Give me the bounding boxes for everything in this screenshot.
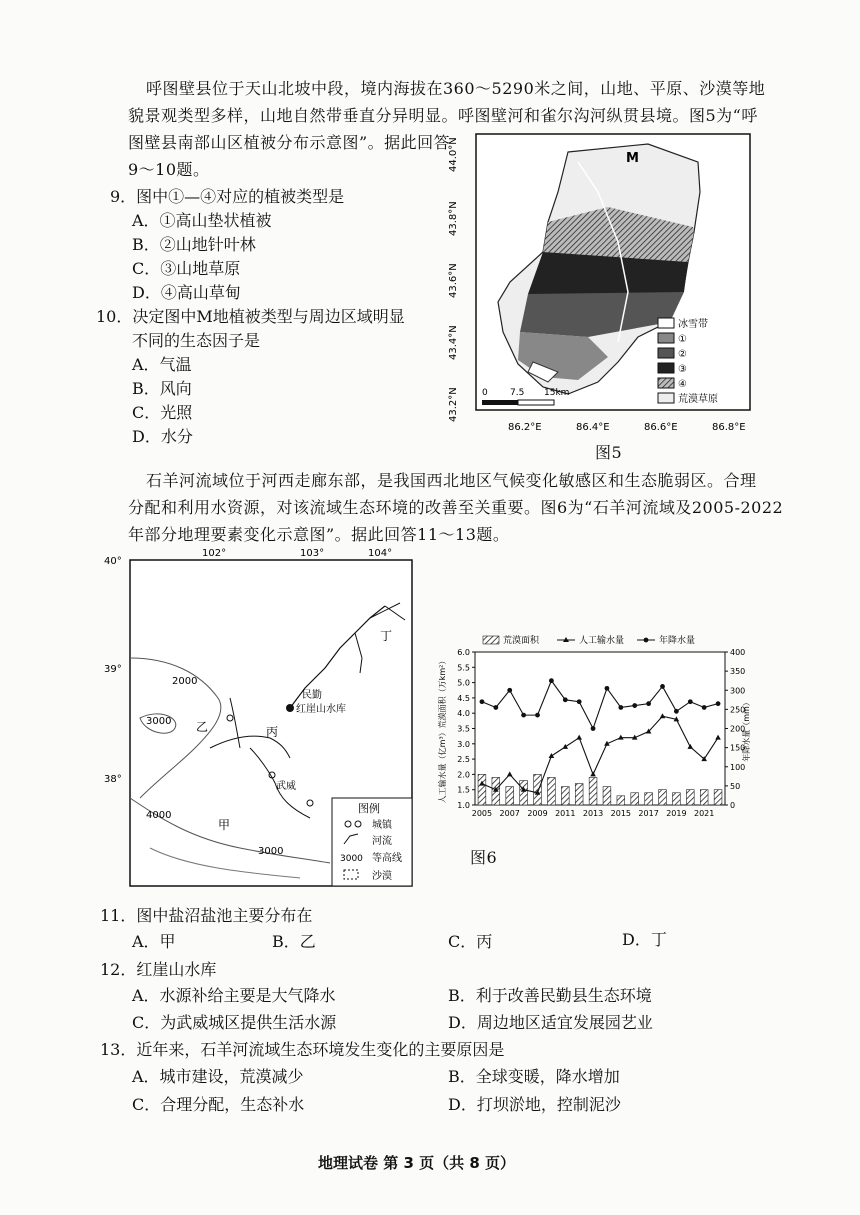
right-tick-label: 50 bbox=[730, 781, 741, 791]
figure-6-map bbox=[100, 548, 420, 890]
legend-precipitation: 年降水量 bbox=[659, 636, 696, 646]
chart-svg bbox=[425, 630, 755, 825]
bar-desert-area bbox=[631, 793, 639, 805]
x-tick-label: 2005 bbox=[471, 809, 493, 818]
bar-desert-area bbox=[520, 781, 528, 805]
intro1-line1: 呼图壁县位于天山北坡中段，境内海拔在360～5290米之间，山地、平原、沙漠等地 bbox=[146, 79, 766, 98]
q11-option-a[interactable]: A．甲 bbox=[132, 932, 176, 951]
right-tick-label: 300 bbox=[730, 686, 746, 696]
figure-6-map-svg bbox=[100, 548, 420, 890]
left-tick-label: 1.5 bbox=[457, 785, 470, 795]
series-precipitation-point bbox=[591, 726, 596, 731]
lon-tick-103: 103° bbox=[300, 548, 325, 559]
x-tick-label: 2013 bbox=[582, 809, 604, 818]
right-tick-label: 350 bbox=[730, 667, 746, 677]
legend-desert-area: 荒漠面积 bbox=[503, 636, 540, 646]
intro1-line4: 9～10题。 bbox=[128, 160, 210, 179]
bar-desert-area bbox=[478, 774, 486, 805]
town-minqin-label: 民勤 bbox=[302, 690, 322, 701]
x-tick-label: 2007 bbox=[499, 809, 520, 818]
series-precipitation-point bbox=[646, 701, 651, 706]
q9-option-a[interactable]: A．①高山垫状植被 bbox=[132, 211, 272, 230]
reservoir-label: 红崖山水库 bbox=[296, 704, 346, 715]
lat-tick-44: 44.0°N bbox=[448, 137, 459, 172]
scale-15km: 15km bbox=[544, 388, 570, 398]
contour-label-3000-small: 3000 bbox=[146, 716, 172, 727]
q10-option-c[interactable]: C．光照 bbox=[132, 403, 193, 422]
plot-frame bbox=[475, 652, 725, 805]
right-tick-label: 250 bbox=[730, 705, 746, 715]
lon-tick-labels bbox=[508, 422, 746, 433]
right-tick-label: 150 bbox=[730, 743, 746, 753]
intro1-line3: 图壁县南部山区植被分布示意图”。据此回答 bbox=[128, 133, 451, 152]
legend-contour: 等高线 bbox=[372, 853, 402, 864]
right-tick-label: 400 bbox=[730, 648, 746, 657]
legend-desert-steppe: 荒漠草原 bbox=[678, 394, 718, 405]
lat-tick-43-2: 43.2°N bbox=[448, 387, 459, 422]
bar-desert-area bbox=[534, 774, 542, 805]
bar-desert-area bbox=[617, 796, 625, 805]
series-precipitation-point bbox=[535, 713, 540, 718]
q9-option-d[interactable]: D．④高山草甸 bbox=[132, 283, 241, 302]
x-tick-label: 2019 bbox=[666, 809, 687, 818]
legend-title: 图例 bbox=[358, 802, 380, 815]
bar-desert-area bbox=[506, 787, 514, 805]
left-tick-label: 6.0 bbox=[457, 648, 470, 657]
x-tick-label: 2021 bbox=[693, 809, 715, 818]
q10-stem-line1: 10．决定图中M地植被类型与周边区域明显 bbox=[96, 307, 405, 326]
x-tick-label: 2017 bbox=[638, 809, 659, 818]
figure-5-map bbox=[448, 132, 768, 450]
intro2-line3: 年部分地理要素变化示意图”。据此回答11～13题。 bbox=[128, 525, 510, 544]
q12-option-c[interactable]: C．为武威城区提供生活水源 bbox=[132, 1013, 337, 1032]
series-precipitation-point bbox=[605, 686, 610, 691]
figure-5 bbox=[448, 132, 768, 450]
q12-option-d[interactable]: D．周边地区适宜发展园艺业 bbox=[448, 1013, 653, 1032]
figure-6-chart bbox=[425, 630, 755, 825]
right-tick-label: 200 bbox=[730, 724, 746, 734]
scale-0: 0 bbox=[482, 388, 488, 398]
place-ding: 丁 bbox=[380, 629, 393, 643]
lat-tick-43-6: 43.6°N bbox=[448, 263, 459, 298]
x-tick-label: 2009 bbox=[527, 809, 548, 818]
series-precipitation-point bbox=[549, 678, 554, 683]
left-tick-label: 2.0 bbox=[457, 770, 470, 780]
q12-option-b[interactable]: B．利于改善民勤县生态环境 bbox=[448, 986, 652, 1005]
series-precipitation-point bbox=[507, 688, 512, 693]
right-tick-label: 100 bbox=[730, 762, 746, 772]
lat-tick-38: 38° bbox=[104, 774, 122, 785]
q13-option-d[interactable]: D．打坝淤地，控制泥沙 bbox=[448, 1095, 621, 1114]
series-precipitation-point bbox=[577, 699, 582, 704]
scale-7-5: 7.5 bbox=[510, 388, 525, 398]
q9-option-c[interactable]: C．③山地草原 bbox=[132, 259, 241, 278]
q9-stem: 9．图中①—④对应的植被类型是 bbox=[110, 187, 345, 206]
intro2-line2: 分配和利用水资源，对该流域生态环境的改善至关重要。图6为“石羊河流域及2005-2022 bbox=[128, 498, 784, 517]
q11-option-b[interactable]: B．乙 bbox=[272, 932, 316, 951]
intro2-line1: 石羊河流域位于河西走廊东部，是我国西北地区气候变化敏感区和生态脆弱区。合理 bbox=[146, 471, 757, 490]
series-precipitation-point bbox=[493, 705, 498, 710]
bar-desert-area bbox=[548, 777, 556, 805]
bar-desert-area bbox=[603, 787, 611, 805]
q13-stem: 13．近年来，石羊河流域生态环境发生变化的主要原因是 bbox=[100, 1040, 505, 1059]
ylabel-left: 人工输水量（亿m³）荒漠面积（万km²） bbox=[438, 656, 447, 804]
series-precipitation-point bbox=[618, 705, 623, 710]
place-jia: 甲 bbox=[218, 818, 231, 832]
series-precipitation-point bbox=[632, 703, 637, 708]
legend-1: ① bbox=[678, 334, 687, 345]
lon-tick-104: 104° bbox=[368, 548, 393, 559]
x-tick-label: 2011 bbox=[555, 809, 576, 818]
q11-option-c[interactable]: C．丙 bbox=[448, 932, 493, 951]
q11-stem: 11．图中盐沼盐池主要分布在 bbox=[100, 906, 313, 925]
bar-desert-area bbox=[700, 790, 708, 805]
series-precipitation-point bbox=[702, 705, 707, 710]
intro1-line2: 貌景观类型多样，山地自然带垂直分异明显。呼图壁河和雀尔沟河纵贯县境。图5为“呼 bbox=[128, 106, 758, 125]
bar-desert-area bbox=[575, 784, 583, 805]
q10-option-b[interactable]: B．风向 bbox=[132, 379, 192, 398]
contour-label-3000: 3000 bbox=[258, 846, 284, 857]
bar-desert-area bbox=[645, 793, 653, 805]
bar-desert-area bbox=[673, 793, 681, 805]
lat-tick-39: 39° bbox=[104, 664, 122, 675]
left-tick-label: 5.0 bbox=[457, 678, 470, 688]
town-wuwei-label: 武威 bbox=[276, 781, 296, 792]
left-tick-label: 3.0 bbox=[457, 739, 470, 749]
legend-swatch-desert bbox=[483, 636, 499, 644]
legend-river: 河流 bbox=[372, 836, 392, 847]
legend-desert: 沙漠 bbox=[372, 871, 392, 882]
ylabel-right: 年降水量（mm） bbox=[742, 698, 751, 762]
bar-desert-area bbox=[589, 777, 597, 805]
series-precipitation-point bbox=[716, 701, 721, 706]
x-tick-label: 2015 bbox=[610, 809, 632, 818]
series-precipitation-point bbox=[480, 699, 485, 704]
series-precipitation-point bbox=[660, 684, 665, 689]
q12-option-a[interactable]: A．水源补给主要是大气降水 bbox=[132, 986, 336, 1005]
place-bing: 丙 bbox=[266, 725, 279, 739]
q13-option-a[interactable]: A．城市建设，荒漠减少 bbox=[132, 1067, 304, 1086]
contour-label-4000: 4000 bbox=[146, 810, 172, 821]
figure-6-caption: 图6 bbox=[470, 848, 498, 867]
legend-town: 城镇 bbox=[372, 820, 392, 831]
left-tick-label: 3.5 bbox=[457, 724, 470, 734]
left-tick-label: 5.5 bbox=[457, 663, 470, 673]
right-tick-label: 0 bbox=[730, 801, 736, 810]
q10-option-d[interactable]: D．水分 bbox=[132, 427, 193, 446]
lat-tick-43-4: 43.4°N bbox=[448, 325, 459, 360]
figure-5-caption: 图5 bbox=[595, 443, 623, 462]
map-legend bbox=[332, 798, 412, 886]
lat-tick-40: 40° bbox=[104, 556, 122, 567]
bar-desert-area bbox=[561, 787, 569, 805]
legend-2: ② bbox=[678, 349, 687, 360]
legend-contour-value: 3000 bbox=[340, 854, 363, 864]
series-precipitation-point bbox=[563, 697, 568, 702]
lon-tick-86-2: 86.2°E bbox=[508, 422, 542, 433]
left-tick-label: 1.0 bbox=[457, 801, 470, 810]
page-footer: 地理试卷 第 3 页（共 8 页） bbox=[318, 1154, 515, 1172]
left-tick-label: 4.0 bbox=[457, 709, 470, 719]
lon-tick-86-8: 86.8°E bbox=[712, 422, 746, 433]
lon-tick-86-6: 86.6°E bbox=[644, 422, 678, 433]
q13-option-c[interactable]: C．合理分配，生态补水 bbox=[132, 1095, 305, 1114]
reservoir-marker bbox=[286, 704, 294, 712]
left-tick-label: 2.5 bbox=[457, 755, 470, 765]
contour-label-2000: 2000 bbox=[172, 676, 198, 687]
lon-tick-102: 102° bbox=[202, 548, 227, 559]
place-yi: 乙 bbox=[196, 720, 209, 734]
bar-desert-area bbox=[714, 790, 722, 805]
q10-option-a[interactable]: A．气温 bbox=[132, 355, 192, 374]
series-precipitation-point bbox=[521, 713, 526, 718]
legend-water-transfer: 人工输水量 bbox=[579, 636, 625, 646]
bar-desert-area bbox=[659, 790, 667, 805]
lon-tick-86-4: 86.4°E bbox=[576, 422, 610, 433]
q10-stem-line2: 不同的生态因子是 bbox=[132, 331, 261, 350]
series-precipitation-point bbox=[674, 709, 679, 714]
lat-tick-labels bbox=[448, 137, 459, 422]
legend-3: ③ bbox=[678, 364, 687, 375]
lat-tick-43-8: 43.8°N bbox=[448, 201, 459, 236]
legend-4: ④ bbox=[678, 379, 687, 390]
legend-swatch-precip-marker bbox=[644, 638, 649, 643]
series-precipitation-point bbox=[688, 699, 693, 704]
q11-option-d[interactable]: D．丁 bbox=[622, 930, 667, 949]
point-m-label: M bbox=[626, 151, 639, 166]
bar-desert-area bbox=[686, 790, 694, 805]
q12-stem: 12．红崖山水库 bbox=[100, 960, 217, 979]
legend-snow: 冰雪带 bbox=[678, 319, 708, 330]
q13-option-b[interactable]: B．全球变暖，降水增加 bbox=[448, 1067, 620, 1086]
q9-option-b[interactable]: B．②山地针叶林 bbox=[132, 235, 256, 254]
left-tick-label: 4.5 bbox=[457, 693, 470, 703]
